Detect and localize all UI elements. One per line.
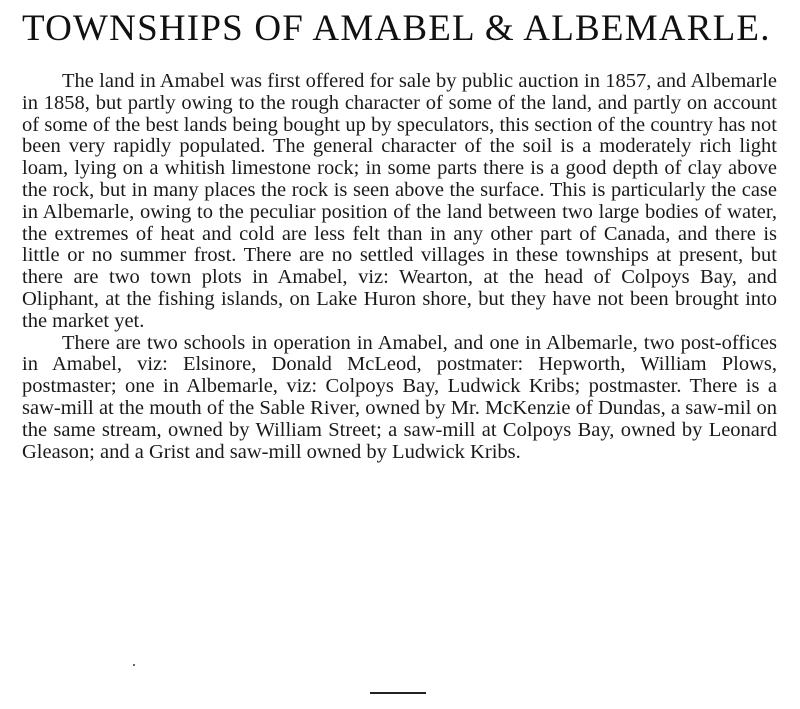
page-title: TOWNSHIPS OF AMABEL & ALBEMARLE. [22,8,771,49]
section-divider-rule [370,692,426,694]
body-text [22,71,777,463]
paragraph-land-description: The land in Amabel was first offered for sale by public auction in 1857, and Albemarle in 1858, but partly owing to the rough character of some of the land, and partly on account of some of the best lands being bought up by speculators, this section of the country has not been very rapidly populated. The general character of the soil is a moderately rich light loam, lying on a whitish limestone rock; in some parts there is a good depth of clay above the rock, but in many places the rock is seen above the surface. This is particularly the case in Albemarle, owing to the peculiar position of the land between two large bodies of water, the extremes of heat and cold are less felt than in any other part of Canada, and there is little or no summer frost. There are no settled villages in these townships at present, but there are two town plots in Amabel, viz: Wearton, at the head of Colpoys Bay, and Oliphant, at the fishing islands, on Lake Huron shore, but they have not been brought into the market yet. [22,70,777,332]
paragraph-schools-and-mills: There are two schools in operation in Amabel, and one in Albemarle, two post-offices in Amabel, viz: Elsinore, Donald McLeod, postmater: Hepworth, William Plows, postmaster; one in Albemarle, viz: Colpoys Bay, Ludwick Kribs; postmaster. There is a saw-mill at the mouth of the Sable River, owned by Mr. McKenzie of Dundas, a saw-mil on the same stream, owned by William Street; a saw-mill at Colpoys Bay, owned by Leonard Gleason; and a Grist and saw-mill owned by Ludwick Kribs. [22,331,777,463]
print-speck [133,664,135,666]
